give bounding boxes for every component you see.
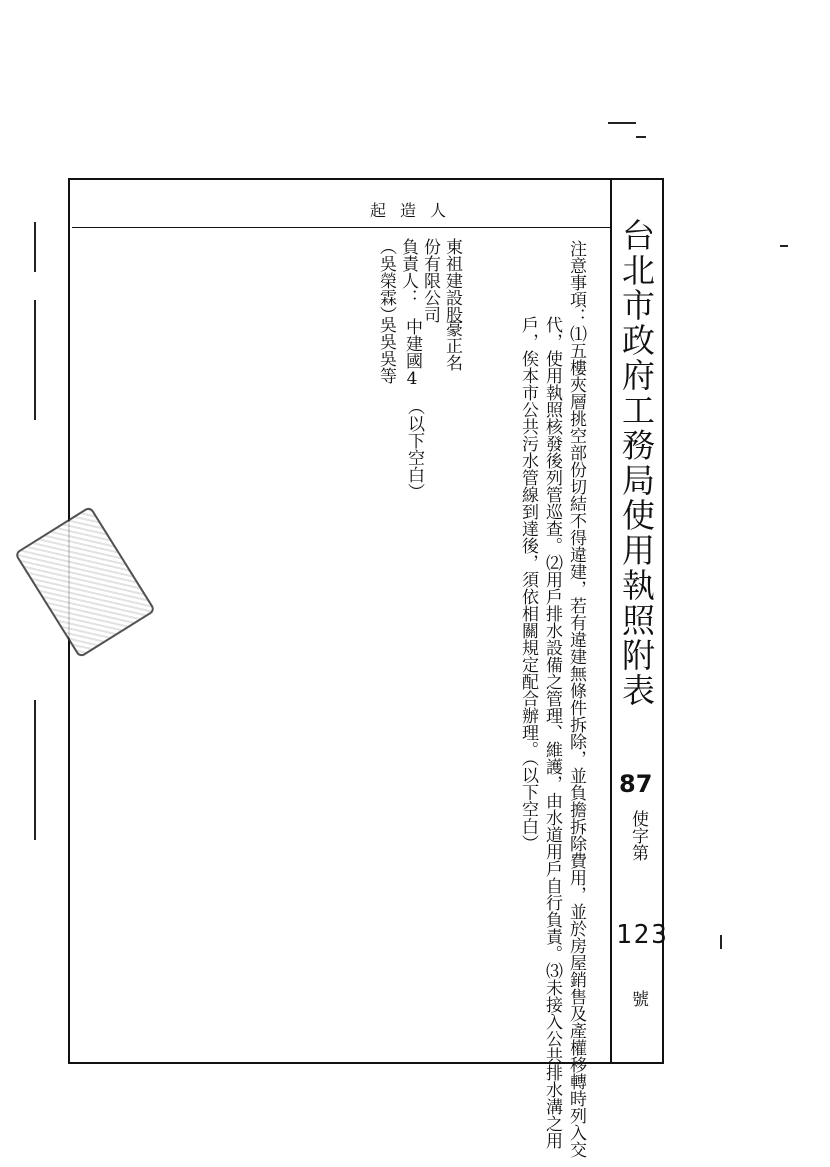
scan-speck — [720, 935, 722, 949]
applicant-heading: 起造人 — [370, 201, 461, 220]
notes-line-1: 注意事項：⑴五樓夾層挑空部份切結不得違建，若有違建無條件拆除，並負擔拆除費用，並於房屋銷售及產權移轉時列入交 — [566, 240, 586, 1158]
applicant-line-3: 負責人： — [398, 238, 418, 306]
document-title: 台北市政府工務局使用執照附表 — [617, 218, 656, 708]
applicant-line-2: 份有限公司 — [420, 238, 440, 323]
applicant-line-4: （吳榮霖） — [376, 238, 396, 323]
notes-line-2: 代，使用執照核發後列管巡查。⑵用戶排水設備之管理、維護，由水道用戶自行負責。⑶未接入公共排水溝之用 — [542, 316, 562, 1149]
scan-speck — [780, 245, 788, 247]
scan-speck — [34, 222, 36, 272]
applicant-line-7: （以下空白） — [404, 398, 424, 500]
applicant-line-5: 吳吳吳等 — [376, 316, 396, 384]
notes-line-3: 戶，俟本市公共污水管線到達後，須依相關規定配合辦理。（以下空白） — [518, 316, 538, 852]
applicant-line-1: 東祖建設股 — [442, 238, 462, 323]
scan-speck — [34, 300, 36, 420]
applicant-line-6: 中建國4 — [402, 318, 422, 389]
certificate-suffix: 號 — [628, 990, 648, 1007]
heading-divider — [72, 227, 612, 228]
certificate-year: 87 — [619, 770, 653, 798]
scan-speck — [636, 136, 646, 138]
scan-speck — [608, 122, 636, 124]
certificate-number: 123 — [616, 920, 669, 950]
certificate-label: 使字第 — [628, 810, 648, 861]
applicant-line-8: 豪正名 — [442, 320, 462, 371]
scan-speck — [34, 700, 36, 840]
